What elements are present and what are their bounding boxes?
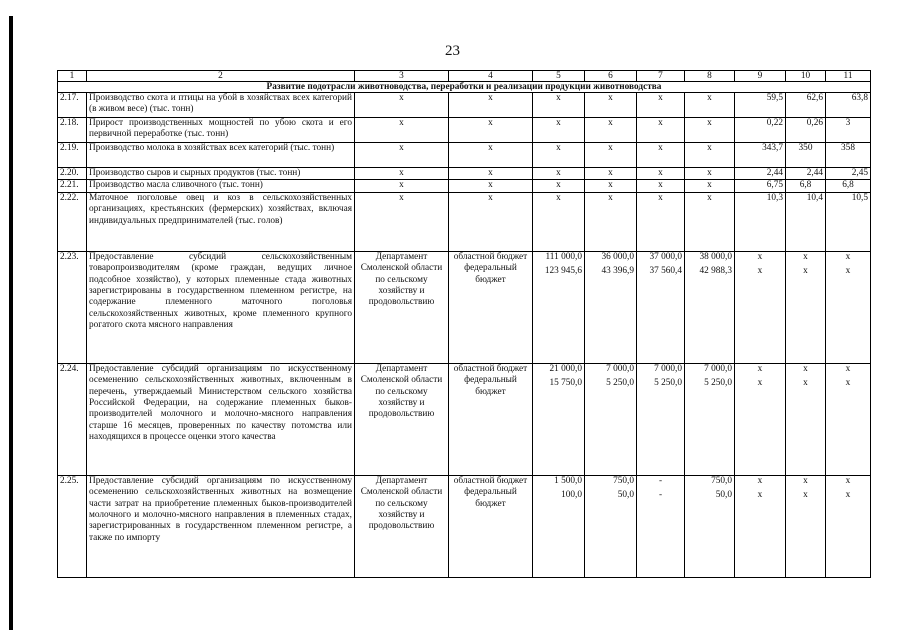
- cell: x: [355, 180, 449, 192]
- cell: x: [637, 168, 685, 180]
- cell: [826, 251, 871, 363]
- cell: x: [355, 192, 449, 251]
- cell: 2,45: [826, 168, 871, 180]
- cell: 62,6: [786, 93, 826, 118]
- cell: x: [685, 93, 735, 118]
- cell: 59,5: [735, 93, 786, 118]
- cell: x: [685, 118, 735, 143]
- amount-federal: 15 750,0: [549, 378, 582, 389]
- table-row: [58, 475, 871, 577]
- value-regional: x: [845, 475, 851, 486]
- cell: x: [449, 180, 533, 192]
- column-header: 3: [355, 71, 449, 82]
- budget-federal: федеральный бюджет: [464, 487, 517, 509]
- table-row: [58, 143, 871, 168]
- column-header: 6: [585, 71, 637, 82]
- row-description: Прирост производственных мощностей по убою скота и его первичной переработке (тыс. тонн): [87, 118, 355, 143]
- column-header: 8: [685, 71, 735, 82]
- table-row: [58, 168, 871, 180]
- cell: [786, 251, 826, 363]
- value-federal: x: [803, 490, 808, 501]
- amount-regional: 750,0: [711, 475, 732, 486]
- header-row: [58, 71, 871, 82]
- section-row: [58, 82, 871, 93]
- cell: [786, 475, 826, 577]
- cell: [826, 475, 871, 577]
- budget-federal: федеральный бюджет: [464, 263, 517, 285]
- executor-cell: Департамент Смоленской области по сельскому хозяйству и продовольствию: [355, 363, 449, 475]
- amount-regional: 21 000,0: [549, 363, 582, 374]
- row-description: Предоставление субсидий сельскохозяйственным товаропроизводителям (кроме граждан, ведущих личное подсобное хозяйство), у которых племенные стада животных зарегистрированы в государственном племенном регистре, на содержание племенного маточного поголовья сельскохозяйственных животных, кроме племенного крупного рогатого скота мясного направления: [87, 251, 355, 363]
- cell: x: [355, 118, 449, 143]
- cell: x: [585, 93, 637, 118]
- value-federal: x: [757, 266, 763, 277]
- value-federal: x: [845, 266, 851, 277]
- amount-cell: [533, 251, 585, 363]
- cell: x: [637, 180, 685, 192]
- table-row: [58, 192, 871, 251]
- amount-cell: [585, 363, 637, 475]
- value-regional: x: [803, 363, 808, 374]
- table-row: [58, 180, 871, 192]
- amount-regional: 7 000,0: [654, 363, 682, 374]
- cell: x: [533, 143, 585, 168]
- column-header: 11: [826, 71, 871, 82]
- cell: x: [685, 143, 735, 168]
- value-regional: x: [845, 363, 851, 374]
- amount-federal: 5 250,0: [704, 378, 732, 389]
- cell: x: [355, 93, 449, 118]
- amount-regional: 7 000,0: [704, 363, 732, 374]
- amount-cell: [685, 475, 735, 577]
- column-header: 5: [533, 71, 585, 82]
- executor-cell: Департамент Смоленской области по сельскому хозяйству и продовольствию: [355, 251, 449, 363]
- cell: 0,22: [735, 118, 786, 143]
- cell: x: [449, 93, 533, 118]
- cell: x: [585, 168, 637, 180]
- cell: x: [585, 192, 637, 251]
- amount-federal: 50,0: [715, 490, 732, 501]
- budget-federal: федеральный бюджет: [464, 375, 517, 397]
- cell: 2,44: [735, 168, 786, 180]
- cell: x: [685, 168, 735, 180]
- amount-cell: [637, 475, 685, 577]
- row-number: 2.17.: [58, 93, 87, 118]
- cell: 10,5: [826, 192, 871, 251]
- amount-regional: -: [658, 475, 663, 486]
- cell: x: [449, 143, 533, 168]
- executor-cell: Департамент Смоленской области по сельскому хозяйству и продовольствию: [355, 475, 449, 577]
- cell: x: [585, 180, 637, 192]
- cell: x: [449, 192, 533, 251]
- cell: 63,8: [826, 93, 871, 118]
- amount-federal: 100,0: [561, 490, 582, 501]
- value-regional: x: [757, 251, 763, 262]
- budget-regional: областной бюджет: [453, 363, 528, 374]
- row-number: 2.18.: [58, 118, 87, 143]
- value-federal: x: [803, 266, 808, 277]
- cell: 10,4: [786, 192, 826, 251]
- amount-cell: [637, 251, 685, 363]
- amount-cell: [585, 475, 637, 577]
- cell: 10,3: [735, 192, 786, 251]
- table-row: [58, 251, 871, 363]
- cell: x: [637, 143, 685, 168]
- cell: x: [585, 118, 637, 143]
- row-description: Предоставление субсидий организациям по искусственному осеменению сельскохозяйственных животных, включенным в перечень, утверждаемый Министерством сельского хозяйства Российской Федерации, на содержание племенных быков-производителей молочного и молочно-мясного направления старше 16 месяцев, проверенных по качеству потомства или находящихся в процессе оценки этого качества: [87, 363, 355, 475]
- amount-regional: 7 000,0: [606, 363, 634, 374]
- amount-federal: 123 945,6: [544, 266, 582, 277]
- program-table: [57, 70, 871, 578]
- budget-regional: областной бюджет: [453, 475, 528, 486]
- table-row: [58, 118, 871, 143]
- cell: x: [637, 192, 685, 251]
- amount-regional: 37 000,0: [649, 251, 682, 262]
- row-description: Производство молока в хозяйствах всех категорий (тыс. тонн): [87, 143, 355, 168]
- value-regional: x: [757, 363, 763, 374]
- cell: [735, 363, 786, 475]
- value-federal: x: [757, 490, 763, 501]
- amount-cell: [585, 251, 637, 363]
- cell: x: [637, 93, 685, 118]
- column-header: 4: [449, 71, 533, 82]
- amount-federal: 42 988,3: [699, 266, 732, 277]
- cell: x: [355, 168, 449, 180]
- row-number: 2.22.: [58, 192, 87, 251]
- cell: x: [533, 93, 585, 118]
- cell: 3: [826, 118, 871, 143]
- cell: 6,75: [735, 180, 786, 192]
- row-description: Маточное поголовье овец и коз в сельскохозяйственных организациях, крестьянских (фермерских) хозяйствах, включая индивидуальных предпринимателей (тыс. голов): [87, 192, 355, 251]
- cell: 6,8: [826, 180, 871, 192]
- cell: x: [533, 118, 585, 143]
- amount-regional: 750,0: [613, 475, 634, 486]
- cell: 6,8: [786, 180, 826, 192]
- table-row: [58, 93, 871, 118]
- column-header: 10: [786, 71, 826, 82]
- amount-regional: 36 000,0: [601, 251, 634, 262]
- row-description: Производство скота и птицы на убой в хозяйствах всех категорий (в живом весе) (тыс. тонн): [87, 93, 355, 118]
- budget-source-cell: [449, 251, 533, 363]
- cell: x: [449, 168, 533, 180]
- row-number: 2.19.: [58, 143, 87, 168]
- value-federal: x: [757, 378, 763, 389]
- margin-bar: [9, 16, 13, 630]
- amount-cell: [637, 363, 685, 475]
- cell: [735, 251, 786, 363]
- cell: [735, 475, 786, 577]
- row-number: 2.20.: [58, 168, 87, 180]
- cell: 0,26: [786, 118, 826, 143]
- row-number: 2.24.: [58, 363, 87, 475]
- cell: x: [685, 192, 735, 251]
- section-title: Развитие подотрасли животноводства, переработки и реализации продукции животноводства: [58, 82, 871, 93]
- budget-source-cell: [449, 363, 533, 475]
- cell: x: [449, 118, 533, 143]
- amount-federal: 43 396,9: [601, 266, 634, 277]
- cell: x: [585, 143, 637, 168]
- column-header: 9: [735, 71, 786, 82]
- row-number: 2.21.: [58, 180, 87, 192]
- value-federal: x: [845, 490, 851, 501]
- amount-cell: [533, 475, 585, 577]
- amount-federal: 5 250,0: [654, 378, 682, 389]
- row-number: 2.25.: [58, 475, 87, 577]
- value-federal: x: [803, 378, 808, 389]
- cell: 350: [786, 143, 826, 168]
- row-description: Предоставление субсидий организациям по искусственному осеменению сельскохозяйственных животных на возмещение части затрат на приобретение племенных быков-производителей молочного и молочно-мясного направления в племенных стадах, зарегистрированных в государственном племенном регистре, а также по импорту: [87, 475, 355, 577]
- cell: 343,7: [735, 143, 786, 168]
- table-row: [58, 363, 871, 475]
- cell: x: [533, 180, 585, 192]
- value-regional: x: [845, 251, 851, 262]
- row-description: Производство масла сливочного (тыс. тонн): [87, 180, 355, 192]
- cell: x: [533, 168, 585, 180]
- value-regional: x: [803, 475, 808, 486]
- cell: 2,44: [786, 168, 826, 180]
- cell: [786, 363, 826, 475]
- amount-cell: [533, 363, 585, 475]
- value-regional: x: [803, 251, 808, 262]
- cell: 358: [826, 143, 871, 168]
- row-description: Производство сыров и сырных продуктов (тыс. тонн): [87, 168, 355, 180]
- amount-federal: 50,0: [617, 490, 634, 501]
- amount-regional: 111 000,0: [545, 251, 582, 262]
- value-regional: x: [757, 475, 763, 486]
- value-federal: x: [845, 378, 851, 389]
- cell: x: [355, 143, 449, 168]
- budget-source-cell: [449, 475, 533, 577]
- amount-cell: [685, 251, 735, 363]
- cell: x: [637, 118, 685, 143]
- column-header: 7: [637, 71, 685, 82]
- page-number: 23: [445, 43, 460, 59]
- budget-regional: областной бюджет: [453, 251, 528, 262]
- cell: x: [533, 192, 585, 251]
- column-header: 2: [87, 71, 355, 82]
- amount-federal: -: [658, 490, 663, 501]
- amount-regional: 38 000,0: [699, 251, 732, 262]
- amount-cell: [685, 363, 735, 475]
- column-header: 1: [58, 71, 87, 82]
- amount-federal: 5 250,0: [606, 378, 634, 389]
- row-number: 2.23.: [58, 251, 87, 363]
- cell: x: [685, 180, 735, 192]
- amount-regional: 1 500,0: [554, 475, 582, 486]
- amount-federal: 37 560,4: [649, 266, 682, 277]
- cell: [826, 363, 871, 475]
